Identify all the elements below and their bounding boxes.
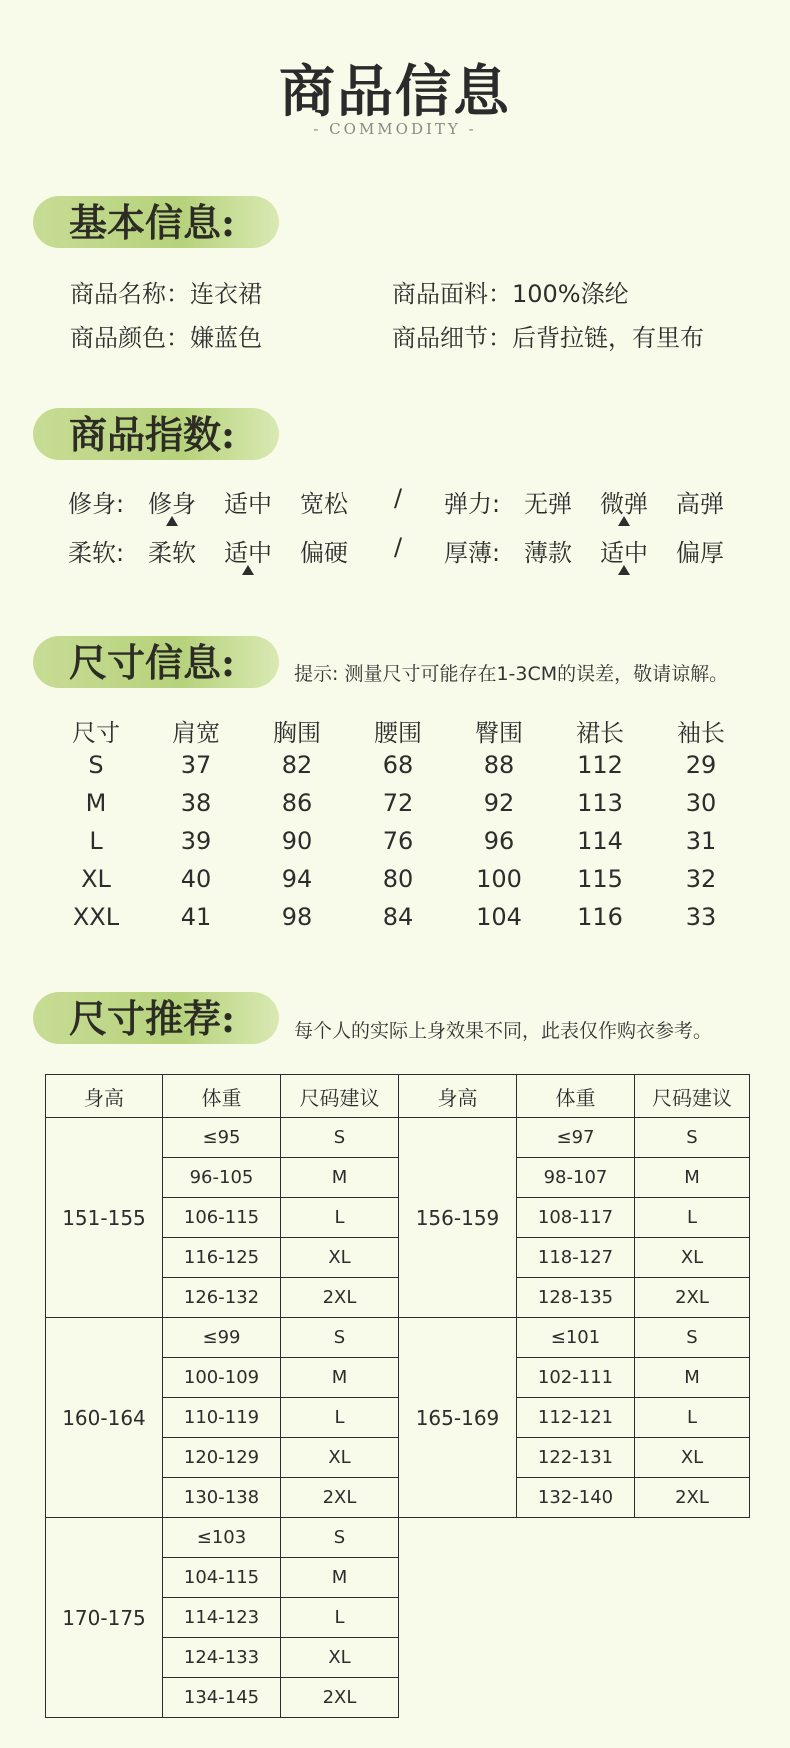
recommend-height-cell: 165-169	[399, 1318, 517, 1518]
recommend-empty-cell	[399, 1678, 750, 1718]
index-elastic-marker	[618, 516, 630, 526]
index-fit-option: 修身	[148, 490, 196, 518]
recommend-header-cell: 体重	[163, 1075, 281, 1118]
recommend-size-cell: 2XL	[635, 1478, 750, 1518]
index-thick-label: 厚薄:	[444, 539, 501, 567]
recommend-weight-cell: 134-145	[163, 1678, 281, 1718]
size-cell: 32	[685, 865, 717, 893]
index-thick-option: 适中	[600, 539, 648, 567]
recommend-size-cell: L	[281, 1398, 399, 1438]
recommend-height-cell: 160-164	[46, 1318, 163, 1518]
index-elastic-option: 无弹	[524, 490, 572, 518]
size-cell: 31	[685, 827, 717, 855]
recommend-weight-cell: 124-133	[163, 1638, 281, 1678]
page-subtitle: - COMMODITY -	[313, 120, 477, 138]
section-basic-pill	[33, 196, 279, 248]
recommend-header-cell: 体重	[517, 1075, 635, 1118]
index-thick-marker	[618, 565, 630, 575]
size-cell: 112	[577, 751, 623, 779]
recommend-size-cell: 2XL	[281, 1478, 399, 1518]
size-cell: 114	[577, 827, 623, 855]
index-soft-option: 适中	[224, 539, 272, 567]
recommend-weight-cell: ≤101	[517, 1318, 635, 1358]
recommend-weight-cell: 118-127	[517, 1238, 635, 1278]
recommend-header-cell: 身高	[46, 1075, 163, 1118]
recommend-height-cell: 151-155	[46, 1118, 163, 1318]
recommend-size-cell: S	[281, 1118, 399, 1158]
info-fabric: 商品面料：100%涤纶	[392, 280, 629, 308]
size-cell: 37	[180, 751, 212, 779]
recommend-weight-cell: 122-131	[517, 1438, 635, 1478]
recommend-empty-cell	[399, 1558, 750, 1598]
recommend-size-cell: M	[635, 1358, 750, 1398]
section-basic-title: 基本信息:	[69, 200, 236, 245]
size-cell: 98	[281, 903, 313, 931]
recommend-empty-cell	[399, 1598, 750, 1638]
index-fit-label: 修身:	[68, 490, 125, 518]
recommend-hint: 每个人的实际上身效果不同，此表仅作购衣参考。	[294, 1020, 713, 1042]
recommend-size-cell: L	[281, 1598, 399, 1638]
info-detail: 商品细节：后背拉链，有里布	[392, 324, 704, 352]
size-cell: 84	[382, 903, 414, 931]
recommend-weight-cell: 116-125	[163, 1238, 281, 1278]
size-hint: 提示: 测量尺寸可能存在1-3CM的误差，敬请谅解。	[294, 663, 729, 685]
recommend-weight-cell: ≤103	[163, 1518, 281, 1558]
recommend-weight-cell: 128-135	[517, 1278, 635, 1318]
recommend-weight-cell: 126-132	[163, 1278, 281, 1318]
index-elastic-label: 弹力:	[444, 490, 501, 518]
size-cell: 116	[577, 903, 623, 931]
index-thick-option: 薄款	[524, 539, 572, 567]
recommend-header-cell: 尺码建议	[635, 1075, 750, 1118]
recommend-height-cell: 170-175	[46, 1518, 163, 1718]
recommend-weight-cell: 100-109	[163, 1358, 281, 1398]
index-fit-option: 适中	[224, 490, 272, 518]
recommend-row	[46, 1118, 750, 1158]
recommend-size-cell: 2XL	[281, 1278, 399, 1318]
recommend-size-cell: M	[281, 1558, 399, 1598]
index-soft-label: 柔软:	[68, 539, 125, 567]
recommend-size-cell: XL	[635, 1438, 750, 1478]
recommend-weight-cell: ≤99	[163, 1318, 281, 1358]
info-name: 商品名称：连衣裙	[70, 280, 262, 308]
size-header: 尺寸	[72, 719, 120, 747]
section-index-pill	[33, 408, 279, 460]
index-divider: /	[394, 533, 403, 561]
size-cell: L	[89, 827, 103, 855]
recommend-weight-cell: 104-115	[163, 1558, 281, 1598]
recommend-weight-cell: 106-115	[163, 1198, 281, 1238]
size-cell: 113	[577, 789, 623, 817]
section-size-pill	[33, 636, 279, 688]
size-cell: 29	[685, 751, 717, 779]
size-cell: 72	[382, 789, 414, 817]
size-cell: 96	[483, 827, 515, 855]
size-header: 肩宽	[172, 719, 220, 747]
recommend-size-cell: M	[281, 1158, 399, 1198]
size-cell: 68	[382, 751, 414, 779]
size-cell: 88	[483, 751, 515, 779]
recommend-weight-cell: ≤95	[163, 1118, 281, 1158]
recommend-size-cell: XL	[281, 1238, 399, 1278]
section-recommend-title: 尺寸推荐:	[69, 996, 236, 1041]
section-recommend-pill	[33, 992, 279, 1044]
size-cell: XXL	[72, 903, 120, 931]
size-cell: 104	[476, 903, 522, 931]
recommend-size-cell: L	[635, 1198, 750, 1238]
recommend-weight-cell: 112-121	[517, 1398, 635, 1438]
recommend-weight-cell: 108-117	[517, 1198, 635, 1238]
size-cell: 80	[382, 865, 414, 893]
index-soft-option: 柔软	[148, 539, 196, 567]
size-cell: 76	[382, 827, 414, 855]
size-cell: 94	[281, 865, 313, 893]
recommend-size-cell: S	[281, 1318, 399, 1358]
recommend-size-cell: S	[635, 1318, 750, 1358]
recommend-header-cell: 身高	[399, 1075, 517, 1118]
index-fit-option: 宽松	[300, 490, 348, 518]
recommend-row	[46, 1318, 750, 1358]
size-header: 胸围	[273, 719, 321, 747]
recommend-size-cell: M	[281, 1358, 399, 1398]
recommend-empty-cell	[399, 1518, 750, 1558]
recommend-size-cell: XL	[635, 1238, 750, 1278]
recommend-weight-cell: 102-111	[517, 1358, 635, 1398]
recommend-row	[46, 1518, 750, 1558]
page-title: 商品信息	[279, 59, 511, 125]
size-cell: 92	[483, 789, 515, 817]
index-thick-option: 偏厚	[676, 539, 724, 567]
recommend-table	[45, 1074, 750, 1718]
index-fit-marker	[166, 516, 178, 526]
size-cell: 39	[180, 827, 212, 855]
size-cell: 115	[577, 865, 623, 893]
recommend-empty-cell	[399, 1638, 750, 1678]
recommend-weight-cell: 96-105	[163, 1158, 281, 1198]
size-cell: 38	[180, 789, 212, 817]
index-divider: /	[394, 484, 403, 512]
size-header: 臀围	[475, 719, 523, 747]
size-cell: XL	[81, 865, 111, 893]
size-cell: 100	[476, 865, 522, 893]
size-header: 裙长	[576, 719, 624, 747]
size-cell: 30	[685, 789, 717, 817]
index-soft-marker	[242, 565, 254, 575]
recommend-header-cell: 尺码建议	[281, 1075, 399, 1118]
section-size-title: 尺寸信息:	[69, 640, 236, 685]
recommend-weight-cell: 130-138	[163, 1478, 281, 1518]
section-index-title: 商品指数:	[69, 412, 236, 457]
recommend-header-row	[46, 1075, 750, 1118]
size-header: 腰围	[374, 719, 422, 747]
recommend-weight-cell: 120-129	[163, 1438, 281, 1478]
recommend-weight-cell: 114-123	[163, 1598, 281, 1638]
recommend-size-cell: XL	[281, 1638, 399, 1678]
recommend-size-cell: XL	[281, 1438, 399, 1478]
info-color: 商品颜色：嫌蓝色	[70, 324, 262, 352]
recommend-weight-cell: 132-140	[517, 1478, 635, 1518]
recommend-weight-cell: 110-119	[163, 1398, 281, 1438]
recommend-size-cell: L	[635, 1398, 750, 1438]
size-cell: 40	[180, 865, 212, 893]
recommend-size-cell: L	[281, 1198, 399, 1238]
size-header: 袖长	[677, 719, 725, 747]
size-cell: 41	[180, 903, 212, 931]
size-cell: 33	[685, 903, 717, 931]
recommend-size-cell: 2XL	[281, 1678, 399, 1718]
recommend-size-cell: S	[635, 1118, 750, 1158]
size-cell: 86	[281, 789, 313, 817]
recommend-weight-cell: ≤97	[517, 1118, 635, 1158]
size-cell: S	[88, 751, 104, 779]
recommend-height-cell: 156-159	[399, 1118, 517, 1318]
index-elastic-option: 微弹	[600, 490, 648, 518]
recommend-size-cell: M	[635, 1158, 750, 1198]
size-cell: 90	[281, 827, 313, 855]
size-cell: 82	[281, 751, 313, 779]
index-soft-option: 偏硬	[300, 539, 348, 567]
recommend-size-cell: S	[281, 1518, 399, 1558]
index-elastic-option: 高弹	[676, 490, 724, 518]
recommend-weight-cell: 98-107	[517, 1158, 635, 1198]
size-cell: M	[85, 789, 107, 817]
recommend-size-cell: 2XL	[635, 1278, 750, 1318]
